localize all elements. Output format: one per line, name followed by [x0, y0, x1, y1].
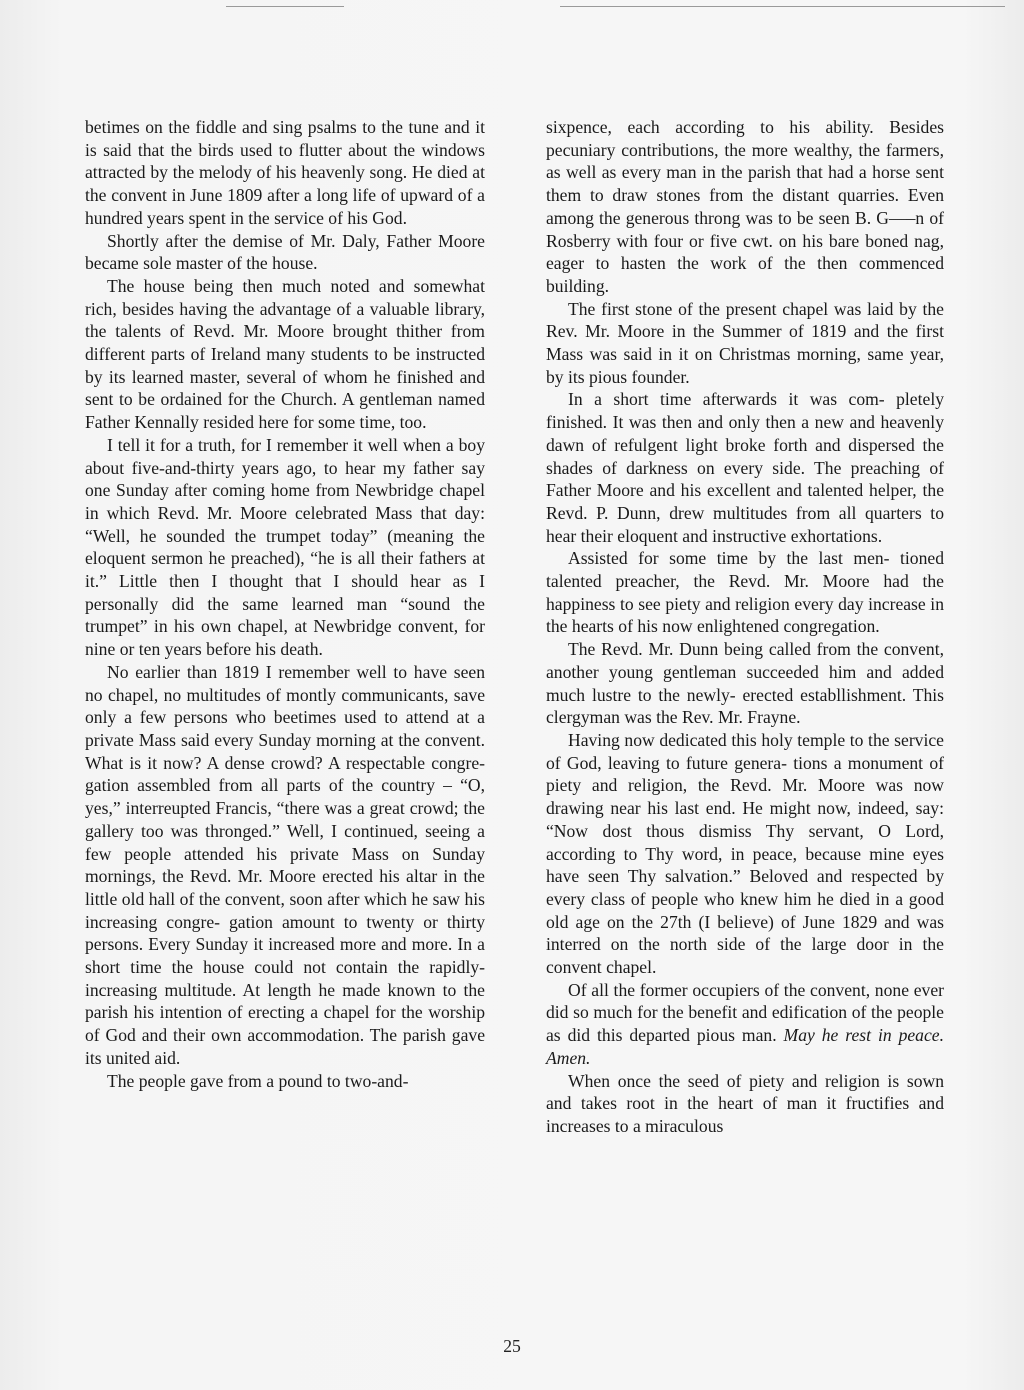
left-text-column: [85, 116, 485, 1092]
paragraph: In a short time afterwards it was com- pletely finished. It was then and only then a new and heavenly dawn of refulgent light broke forth and dispersed the shades of darkness on every side. The preaching of Father Moore and his excellent and talented helper, the Revd. P. Dunn, drew multitudes from all quarters to hear their eloquent and instructive exhortations.: [546, 389, 944, 546]
paragraph: betimes on the fiddle and sing psalms to the tune and it is said that the birds used to flutter about the windows attracted by the melody of his heavenly song. He died at the convent in June 1809 after a long life of upward of a hundred years spent in the service of his God.: [85, 117, 485, 228]
top-edge-line-right: [560, 6, 1005, 7]
paragraph: Assisted for some time by the last men- tioned talented preacher, the Revd. Mr. Moore had the happiness to see piety and religion every day increase in the hearts of his now enlightened congregation.: [546, 548, 944, 637]
paragraph: No earlier than 1819 I remember well to have seen no chapel, no multitudes of montly communicants, save only a few persons who beetimes used to attend at a private Mass said every Sunday morning at the convent. What is it now? A dense crowd? A respectable congre- gation assembled from all parts of the country – “O, yes,” interreupted Francis, “there was a great crowd; the gallery too was thronged.” Well, I continued, seeing a few people attended his private Mass on Sunday mornings, the Revd. Mr. Moore erected his altar in the little old hall of the convent, soon after which he saw his increasing congre- gation amount to twenty or thirty persons. Every Sunday it increased more and more. In a short time the house could not contain the rapidly-increasing multitude. At length he made known to the parish his intention of erecting a chapel for the worship of God and their own accommodation. The parish gave its united aid.: [85, 661, 485, 1068]
top-edge-line-left: [226, 6, 344, 7]
paragraph-text: Of all the former occupiers of the convent, none ever did so much for the benefit and edification of the people as did this departed pious man.: [546, 979, 944, 1046]
paragraph: sixpence, each according to his ability. Besides pecuniary contributions, the more wealthy, the farmers, as well as every man in the parish that had a horse sent them to draw stones from the distant quarries. Even among the generous throng was to be seen B. G—–n of Rosberry with four or five cwt. on his bare boned nag, eager to hasten the work of the then commenced building.: [546, 117, 944, 296]
page-number: 25: [503, 1336, 521, 1356]
paragraph: The house being then much noted and somewhat rich, besides having the advantage of a valuable library, the talents of Revd. Mr. Moore brought thither from different parts of Ireland many students to be instructed by its learned master, several of whom he finished and sent to be ordained for the Church. A gentleman named Father Kennally resided here for some time, too.: [85, 275, 485, 433]
paragraph: Shortly after the demise of Mr. Daly, Father Moore became sole master of the house.: [85, 230, 485, 274]
paragraph: Having now dedicated this holy temple to the service of God, leaving to future genera- tions a monument of piety and religion, the Revd. Mr. Moore was now drawing near his last end. He might now, indeed, say: “Now dost thous dismiss Thy servant, O Lord, according to Thy word, in peace, because mine eyes have seen Thy salvation.” Beloved and respected by every class of people who knew him he died in a good old age on the 27th (I believe) of June 1829 and was interred on the north side of the large door in the convent chapel.: [546, 729, 944, 978]
paragraph: I tell it for a truth, for I remember it well when a boy about five-and-thirty years ago, to hear my father say one Sunday after coming home from Newbridge chapel in which Revd. Mr. Moore celebrated Mass that day: “Well, he sounded the trumpet today” (meaning the eloquent sermon he preached), “he is all their fathers at it.” Little then I thought that I should hear as I personally did the same learned man “sound the trumpet” in his own chapel, at Newbridge convent, for nine or ten years before his death.: [85, 434, 485, 660]
right-text-column: [546, 116, 944, 1138]
paragraph: The people gave from a pound to two-and-: [107, 1070, 409, 1091]
paragraph: When once the seed of piety and religion is sown and takes root in the heart of man it fructifies and increases to a miraculous: [546, 1070, 944, 1136]
italic-blessing: May he rest in peace. Amen.: [546, 1025, 944, 1068]
paragraph: The first stone of the present chapel was laid by the Rev. Mr. Moore in the Summer of 1819 and the first Mass was said in it on Christmas morning, same year, by its pious founder.: [546, 298, 944, 387]
paragraph: [546, 979, 944, 1070]
paragraph: The Revd. Mr. Dunn being called from the convent, another young gentleman succeeded him and added much lustre to the newly- erected establlishment. This clergyman was the Rev. Mr. Frayne.: [546, 639, 944, 728]
